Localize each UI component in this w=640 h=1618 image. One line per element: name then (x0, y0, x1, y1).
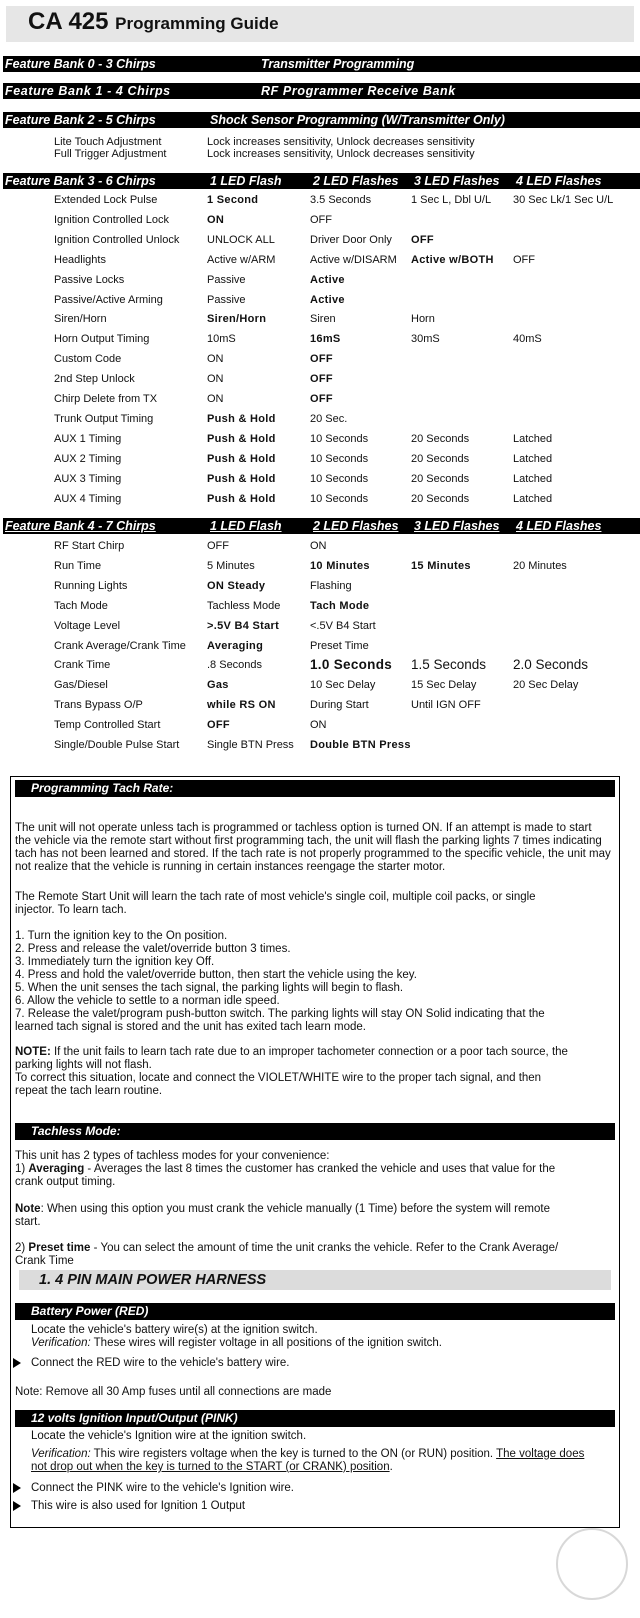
feature-value: 10 Seconds (310, 472, 369, 485)
feature-row (0, 191, 640, 209)
tach-note (15, 1046, 618, 1098)
feature-value: 15 Sec Delay (411, 679, 477, 692)
feature-value: 20 Sec Delay (513, 679, 579, 692)
feature-label: AUX 1 Timing (54, 432, 122, 445)
step-line: 3. Immediately turn the ignition key Off. (15, 956, 215, 968)
bullet-arrow-icon (13, 1358, 21, 1368)
feature-value: Tach Mode (310, 599, 370, 612)
feature-label: Custom Code (54, 353, 122, 366)
feature-label: Trans Bypass O/P (54, 699, 143, 712)
title-subtitle: Programming Guide (115, 14, 279, 33)
feature-label: Headlights (54, 253, 106, 266)
bank-2-row (0, 148, 640, 160)
feature-value: 1 Second (207, 194, 259, 206)
feature-value: 20 Seconds (411, 472, 470, 485)
feature-row (0, 656, 640, 674)
feature-row (0, 330, 640, 348)
feature-value: OFF (310, 353, 333, 366)
step-line: 6. Allow the vehicle to settle to a norman idle speed. (15, 995, 280, 1007)
feature-value: Averaging (207, 639, 264, 652)
underlined-text: The voltage does (496, 1448, 585, 1460)
ignition-locate (31, 1430, 616, 1443)
feature-value: ON (207, 373, 224, 386)
bullet-arrow-icon (13, 1501, 21, 1511)
feature-row (0, 637, 640, 655)
text-line: Crank Time (15, 1255, 74, 1267)
text-line: This wire is also used for Ignition 1 Output (31, 1500, 246, 1512)
feature-row (0, 251, 640, 269)
feature-label: Voltage Level (54, 619, 121, 632)
harness-heading (19, 1270, 611, 1290)
option-label: Averaging (28, 1163, 85, 1175)
feature-value: Push & Hold (207, 472, 276, 485)
feature-row (0, 577, 640, 595)
feature-value: 10 Seconds (310, 452, 369, 465)
feature-row (0, 291, 640, 309)
bank-1-title: RF Programmer Receive Bank (261, 84, 456, 98)
text-line: crank output timing. (15, 1176, 116, 1188)
feature-row (0, 537, 640, 555)
title-model: CA 425 (28, 8, 109, 35)
feature-value: 16mS (310, 333, 341, 346)
feature-value: Driver Door Only (310, 233, 392, 246)
feature-value: Passive (207, 293, 246, 306)
feature-value: 40mS (513, 333, 542, 346)
text-line: start. (15, 1216, 41, 1228)
text-line: Connect the RED wire to the vehicle's battery wire. (31, 1357, 290, 1369)
feature-value: >.5V B4 Start (207, 619, 280, 632)
feature-label: Running Lights (54, 579, 128, 592)
bank-3-col-1: 1 LED Flash (210, 174, 282, 188)
tachless-option-2 (15, 1242, 618, 1268)
text-line: repeat the tach learn routine. (15, 1085, 163, 1097)
text-line: The Remote Start Unit will learn the tach rate of most vehicle's single coil, multiple coil packs, or single (15, 891, 536, 903)
feature-label: Tach Mode (54, 599, 108, 612)
feature-row (0, 410, 640, 428)
feature-value: Active (310, 273, 345, 286)
step-line: 5. When the unit senses the tach signal, the parking lights will begin to flash. (15, 982, 404, 994)
tach-paragraph-2 (15, 891, 618, 917)
feature-value: while RS ON (207, 699, 276, 712)
battery-text (31, 1324, 616, 1350)
tachless-heading (15, 1123, 615, 1140)
feature-value: 5 Minutes (207, 559, 255, 572)
feature-value: 1.5 Seconds (411, 657, 487, 673)
ignition-bullet-2 (31, 1500, 616, 1513)
harness-heading-text: 1. 4 PIN MAIN POWER HARNESS (39, 1272, 267, 1288)
feature-value: Push & Hold (207, 452, 276, 465)
feature-value: 10 Minutes (310, 559, 370, 572)
feature-value: OFF (207, 719, 230, 732)
feature-value: 20 Minutes (513, 559, 567, 572)
bank-3-col-2: 2 LED Flashes (313, 174, 399, 188)
bank-3-header (3, 173, 640, 189)
ignition-heading (15, 1410, 615, 1427)
text-line: These wires will register voltage in all positions of the ignition switch. (90, 1337, 442, 1349)
feature-value: <.5V B4 Start (310, 619, 376, 632)
feature-row (0, 617, 640, 635)
feature-value: UNLOCK ALL (207, 233, 275, 246)
step-line: 1. Turn the ignition key to the On position. (15, 930, 228, 942)
text-line: . (389, 1461, 393, 1473)
bullet-arrow-icon (13, 1483, 21, 1493)
feature-label: Single/Double Pulse Start (54, 739, 180, 751)
text-line: Note: Remove all 30 Amp fuses until all connections are made (15, 1386, 332, 1398)
option-label: Preset time (28, 1242, 91, 1254)
battery-bullet (31, 1357, 616, 1370)
feature-value: 30 Sec Lk/1 Sec U/L (513, 194, 614, 206)
feature-value: 2.0 Seconds (513, 657, 589, 673)
feature-value: 20 Sec. (310, 412, 348, 425)
bank-4-label: Feature Bank 4 - 7 Chirps (5, 519, 156, 533)
feature-row (0, 716, 640, 734)
step-line: 7. Release the valet/program push-button switch. The parking lights will stay ON Solid indicating that the (15, 1008, 545, 1020)
text-line: not realize that the vehicle is running in certain instances reengage the starter motor. (15, 861, 446, 873)
feature-label: AUX 4 Timing (54, 492, 122, 505)
ignition-verification (31, 1448, 616, 1474)
option-number: 1) (15, 1163, 29, 1175)
verification-label: Verification: (31, 1337, 91, 1349)
feature-value: ON Steady (207, 579, 266, 592)
feature-value: 10 Sec Delay (310, 679, 376, 692)
feature-label: Ignition Controlled Unlock (54, 233, 180, 246)
feature-value: 1 Sec L, Dbl U/L (411, 194, 492, 206)
feature-value: OFF (310, 393, 333, 405)
feature-value: Push & Hold (207, 492, 276, 505)
feature-label: 2nd Step Unlock (54, 373, 135, 386)
bank-0-label: Feature Bank 0 - 3 Chirps (5, 57, 156, 71)
feature-row (0, 211, 640, 229)
note-label: Note (15, 1203, 41, 1215)
feature-label: Chirp Delete from TX (54, 393, 158, 405)
feature-value: Passive (207, 273, 246, 286)
feature-row (0, 676, 640, 694)
feature-row (0, 370, 640, 388)
bank-2-header (3, 112, 640, 128)
bank-2-row (0, 136, 640, 148)
text-line: The unit will not operate unless tach is programmed or tachless option is turned ON. If an attempt is made to start (15, 822, 592, 834)
step-line: 2. Press and release the valet/override button 3 times. (15, 943, 291, 955)
bank-4-col-2: 2 LED Flashes (313, 519, 399, 533)
text-line: : When using this option you must crank the vehicle manually (1 Time) before the system will remote (40, 1203, 550, 1215)
feature-row (0, 490, 640, 508)
ignition-heading-text: 12 volts Ignition Input/Output (PINK) (31, 1411, 238, 1425)
feature-value: .8 Seconds (207, 659, 263, 672)
text-line: Connect the PINK wire to the vehicle's Ignition wire. (31, 1482, 294, 1494)
feature-value: Until IGN OFF (411, 699, 481, 712)
text-line: the vehicle via the remote start without first programming tach, the unit will flash the parking lights 7 times indicating (15, 835, 602, 847)
row-label: Full Trigger Adjustment (54, 148, 167, 160)
feature-value: OFF (310, 373, 333, 386)
battery-heading-text: Battery Power (RED) (31, 1304, 149, 1318)
bank-0-title: Transmitter Programming (261, 57, 415, 71)
feature-value: Tachless Mode (207, 599, 281, 612)
text-line: This unit has 2 types of tachless modes for your convenience: (15, 1150, 330, 1162)
feature-value: ON (207, 353, 224, 366)
tachless-intro (15, 1150, 618, 1189)
tach-rate-heading (15, 780, 615, 797)
feature-row (0, 450, 640, 468)
feature-label: Crank Time (54, 659, 111, 672)
feature-row (0, 597, 640, 615)
feature-value: 20 Seconds (411, 432, 470, 445)
feature-value: During Start (310, 699, 369, 712)
feature-row (0, 350, 640, 368)
feature-label: RF Start Chirp (54, 540, 125, 552)
text-line: - Averages the last 8 times the customer has cranked the vehicle and uses that value for the (84, 1163, 556, 1175)
feature-value: Single BTN Press (207, 739, 294, 751)
feature-row (0, 271, 640, 289)
feature-label: AUX 2 Timing (54, 452, 122, 465)
feature-row (0, 310, 640, 328)
feature-value: 10 Seconds (310, 432, 369, 445)
bank-4-header (3, 518, 640, 534)
feature-value: Active w/DISARM (310, 253, 397, 266)
feature-row (0, 696, 640, 714)
bank-4-col-1: 1 LED Flash (210, 519, 282, 533)
feature-value: Horn (411, 313, 435, 326)
feature-value: Active w/ARM (207, 253, 276, 266)
feature-label: Ignition Controlled Lock (54, 213, 169, 226)
row-label: Lite Touch Adjustment (54, 136, 162, 148)
note-label: NOTE: (15, 1046, 51, 1058)
tach-paragraph-1 (15, 822, 618, 874)
feature-value: Siren/Horn (207, 313, 267, 326)
text-line: This wire registers voltage when the key is turned to the ON (or RUN) position. (90, 1448, 497, 1460)
verification-label: Verification: (31, 1448, 91, 1460)
underlined-text: not drop out when the key is turned to the START (or CRANK) position (31, 1461, 390, 1473)
feature-label: Trunk Output Timing (54, 412, 154, 425)
feature-value: Latched (513, 472, 553, 485)
feature-value: ON (207, 393, 224, 405)
feature-label: Run Time (54, 559, 102, 572)
feature-value: 10mS (207, 333, 236, 346)
feature-value: Latched (513, 492, 553, 505)
feature-label: Siren/Horn (54, 313, 107, 326)
feature-label: Horn Output Timing (54, 333, 150, 346)
feature-value: OFF (310, 213, 332, 226)
feature-row (0, 736, 640, 754)
battery-heading (15, 1303, 615, 1320)
feature-label: Temp Controlled Start (54, 719, 161, 732)
feature-value: ON (310, 719, 327, 732)
tachless-heading-text: Tachless Mode: (31, 1124, 121, 1138)
feature-label: Crank Average/Crank Time (54, 639, 186, 652)
feature-value: Latched (513, 452, 553, 465)
feature-value: 20 Seconds (411, 492, 470, 505)
feature-value: Gas (207, 679, 229, 692)
feature-row (0, 470, 640, 488)
feature-value: Preset Time (310, 639, 369, 652)
bank-4-col-4: 4 LED Flashes (516, 519, 602, 533)
bank-1-label: Feature Bank 1 - 4 Chirps (5, 84, 171, 98)
feature-value: Active (310, 293, 345, 306)
text-line: To correct this situation, locate and connect the VIOLET/WHITE wire to the proper tach signal, and then (15, 1072, 542, 1084)
text-line: Locate the vehicle's battery wire(s) at the ignition switch. (31, 1324, 318, 1336)
text-line: - You can select the amount of time the unit cranks the vehicle. Refer to the Crank Average/ (90, 1242, 559, 1254)
ignition-bullet-1 (31, 1482, 616, 1495)
feature-label: Passive/Active Arming (54, 293, 163, 306)
text-line: Locate the vehicle's Ignition wire at the ignition switch. (31, 1430, 307, 1442)
step-line: 4. Press and hold the valet/override button, then start the vehicle using the key. (15, 969, 417, 981)
step-line: learned tach signal is stored and the unit has exited tach learn mode. (15, 1021, 366, 1033)
feature-value: 15 Minutes (411, 559, 471, 572)
bank-4-col-3: 3 LED Flashes (414, 519, 500, 533)
feature-value: Double BTN Press (310, 739, 411, 751)
feature-row (0, 557, 640, 575)
feature-row (0, 390, 640, 408)
feature-value: ON (207, 213, 225, 226)
tach-steps (15, 930, 618, 1034)
bank-2-label: Feature Bank 2 - 5 Chirps (5, 113, 156, 127)
feature-value: Push & Hold (207, 412, 276, 425)
feature-label: Gas/Diesel (54, 679, 108, 692)
bank-3-label: Feature Bank 3 - 6 Chirps (5, 174, 156, 188)
battery-note (15, 1386, 618, 1399)
feature-row (0, 430, 640, 448)
feature-label: Extended Lock Pulse (54, 194, 158, 206)
bank-3-col-3: 3 LED Flashes (414, 174, 500, 188)
watermark-seal-icon (556, 1528, 628, 1600)
feature-value: 10 Seconds (310, 492, 369, 505)
text-line: If the unit fails to learn tach rate due to an improper tachometer connection or a poor tach source, the (50, 1046, 568, 1058)
option-number: 2) (15, 1242, 29, 1254)
feature-value: ON (310, 540, 327, 552)
tachless-note (15, 1203, 618, 1229)
feature-value: Push & Hold (207, 432, 276, 445)
feature-label: AUX 3 Timing (54, 472, 122, 485)
feature-value: OFF (513, 253, 535, 266)
feature-value: 1.0 Seconds (310, 657, 393, 673)
feature-value: Flashing (310, 579, 352, 592)
feature-value: Latched (513, 432, 553, 445)
row-value: Lock increases sensitivity, Unlock decreases sensitivity (207, 136, 475, 148)
feature-value: 20 Seconds (411, 452, 470, 465)
feature-value: OFF (207, 540, 229, 552)
text-line: parking lights will not flash. (15, 1059, 152, 1071)
row-value: Lock increases sensitivity, Unlock decreases sensitivity (207, 148, 475, 160)
page-title (28, 8, 279, 36)
text-line: tach has not been learned and stored. If the tach rate is not properly programmed to the specific vehicle, the unit may (15, 848, 611, 860)
title-bar (6, 6, 634, 42)
feature-value: 3.5 Seconds (310, 194, 372, 206)
feature-row (0, 231, 640, 249)
feature-label: Passive Locks (54, 273, 125, 286)
bank-3-col-4: 4 LED Flashes (516, 174, 602, 188)
feature-value: Siren (310, 313, 336, 326)
bank-2-title: Shock Sensor Programming (W/Transmitter Only) (210, 113, 505, 127)
feature-value: OFF (411, 233, 434, 246)
feature-value: Active w/BOTH (411, 253, 494, 266)
tach-rate-heading-text: Programming Tach Rate: (31, 781, 174, 795)
text-line: injector. To learn tach. (15, 904, 127, 916)
bank-1-header (3, 83, 640, 99)
feature-value: 30mS (411, 333, 440, 346)
bank-0-header (3, 56, 640, 72)
